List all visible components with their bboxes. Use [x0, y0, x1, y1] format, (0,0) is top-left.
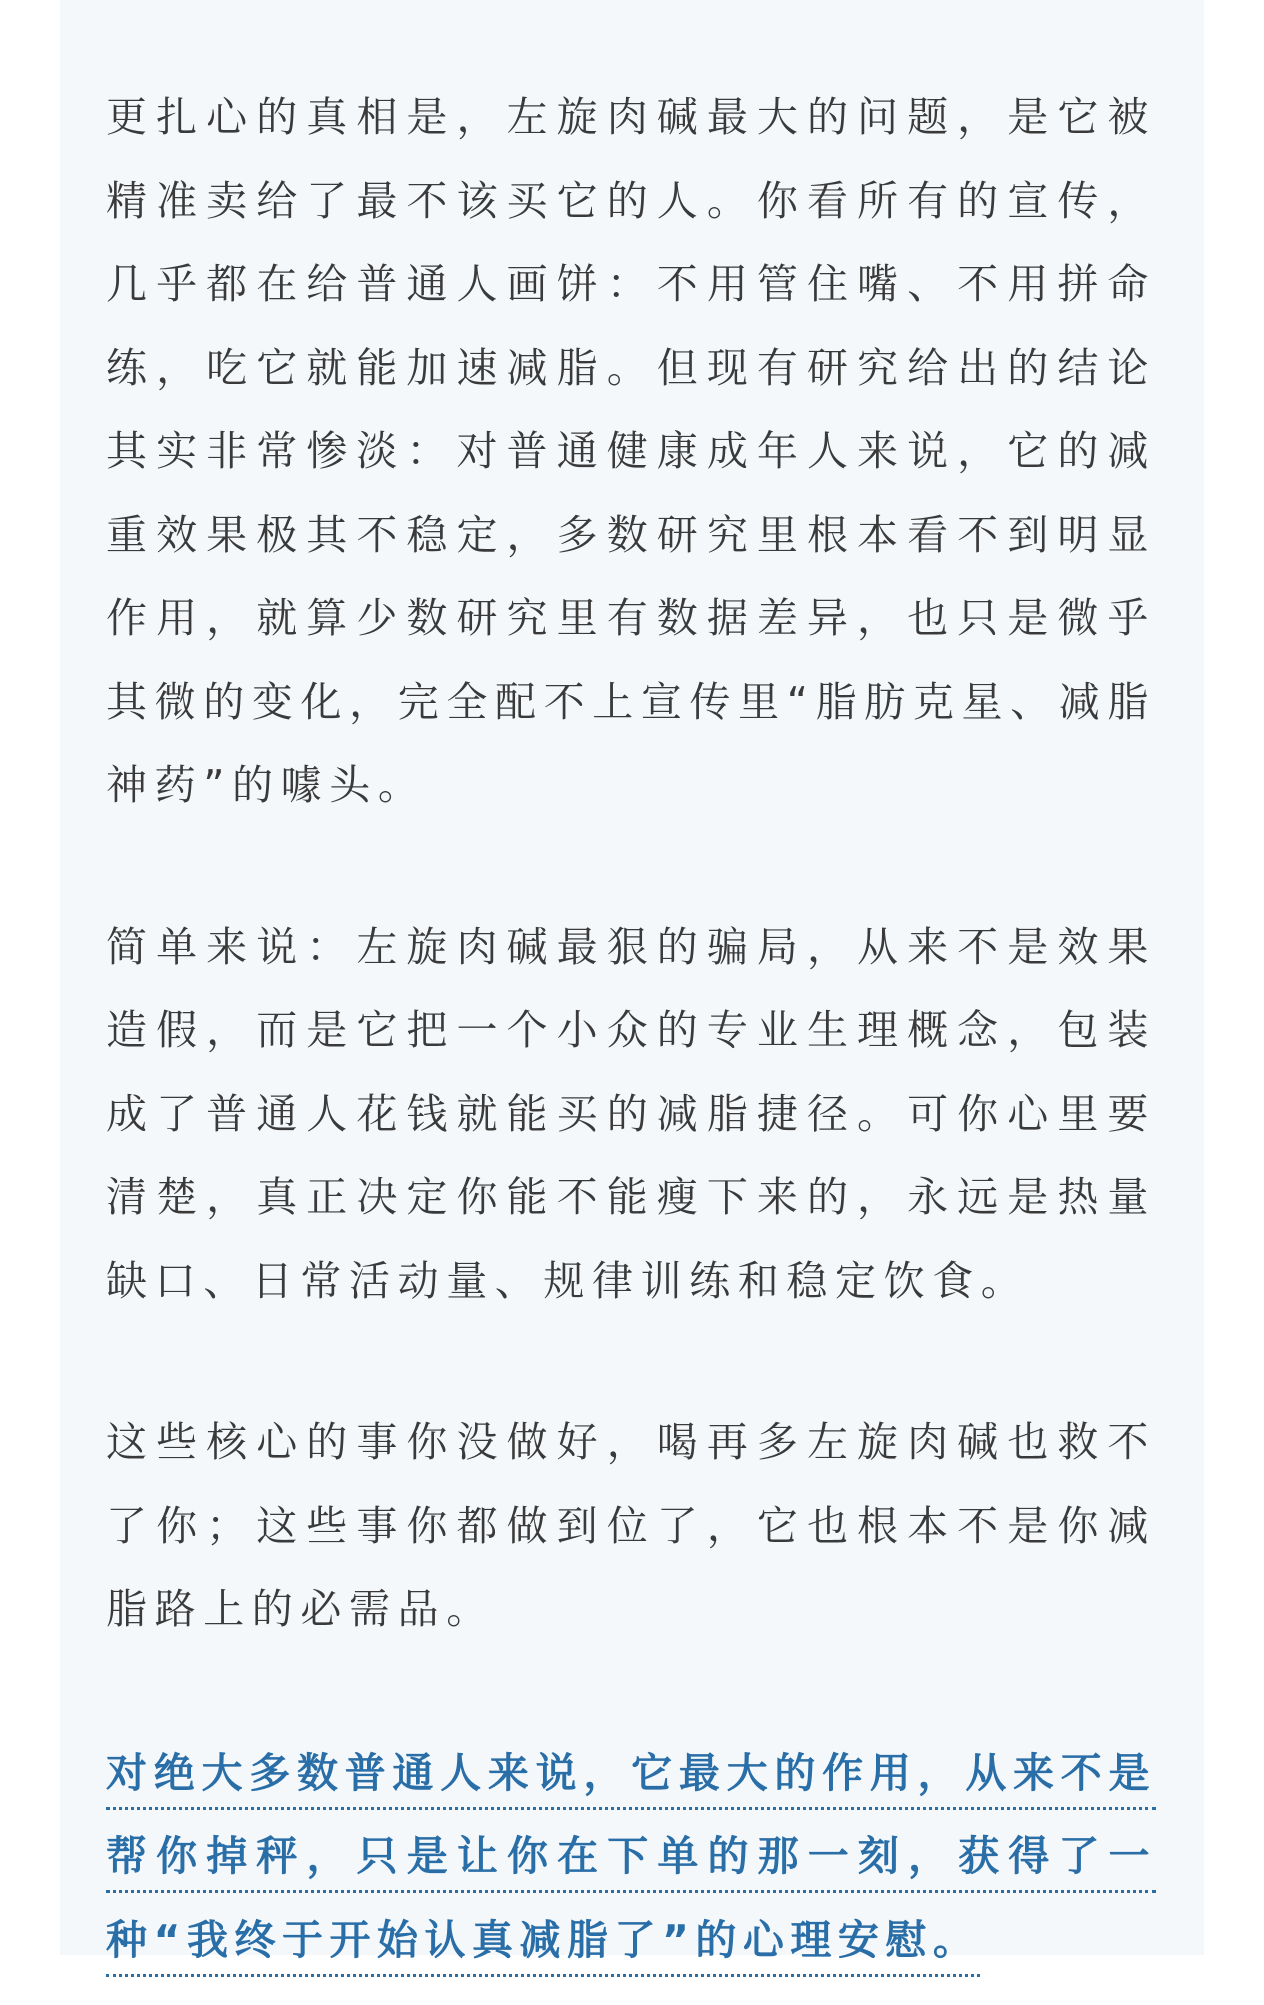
- paragraph-spacer: [106, 1652, 1156, 1732]
- article-paragraph: 更扎心的真相是，左旋肉碱最大的问题，是它被精准卖给了最不该买它的人。你看所有的宣传，几乎都在给普通人画饼：不用管住嘴、不用拼命练，吃它就能加速减脂。但现有研究给出的结论其实非常惨淡：对普通健康成年人来说，它的减重效果极其不稳定，多数研究里根本看不到明显作用，就算少数研究里有数据差异，也只是微乎其微的变化，完全配不上宣传里“脂肪克星、减脂神药”的噱头。: [106, 93, 1156, 809]
- article-card: [60, 0, 1204, 1964]
- highlighted-conclusion: [106, 1732, 1156, 1983]
- paragraph-spacer: [106, 828, 1156, 906]
- article-paragraph: 这些核心的事你没做好，喝再多左旋肉碱也救不了你；这些事你都做到位了，它也根本不是你减脂路上的必需品。: [106, 1418, 1156, 1633]
- paragraph-spacer: [106, 1323, 1156, 1401]
- highlighted-conclusion-text: 对绝大多数普通人来说，它最大的作用，从来不是帮你掉秤，只是让你在下单的那一刻，获得了一种“我终于开始认真减脂了”的心理安慰。: [106, 1749, 1156, 1977]
- article-paragraph: 简单来说：左旋肉碱最狠的骗局，从来不是效果造假，而是它把一个小众的专业生理概念，包装成了普通人花钱就能买的减脂捷径。可你心里要清楚，真正决定你能不能瘦下来的，永远是热量缺口、日常活动量、规律训练和稳定饮食。: [106, 922, 1156, 1305]
